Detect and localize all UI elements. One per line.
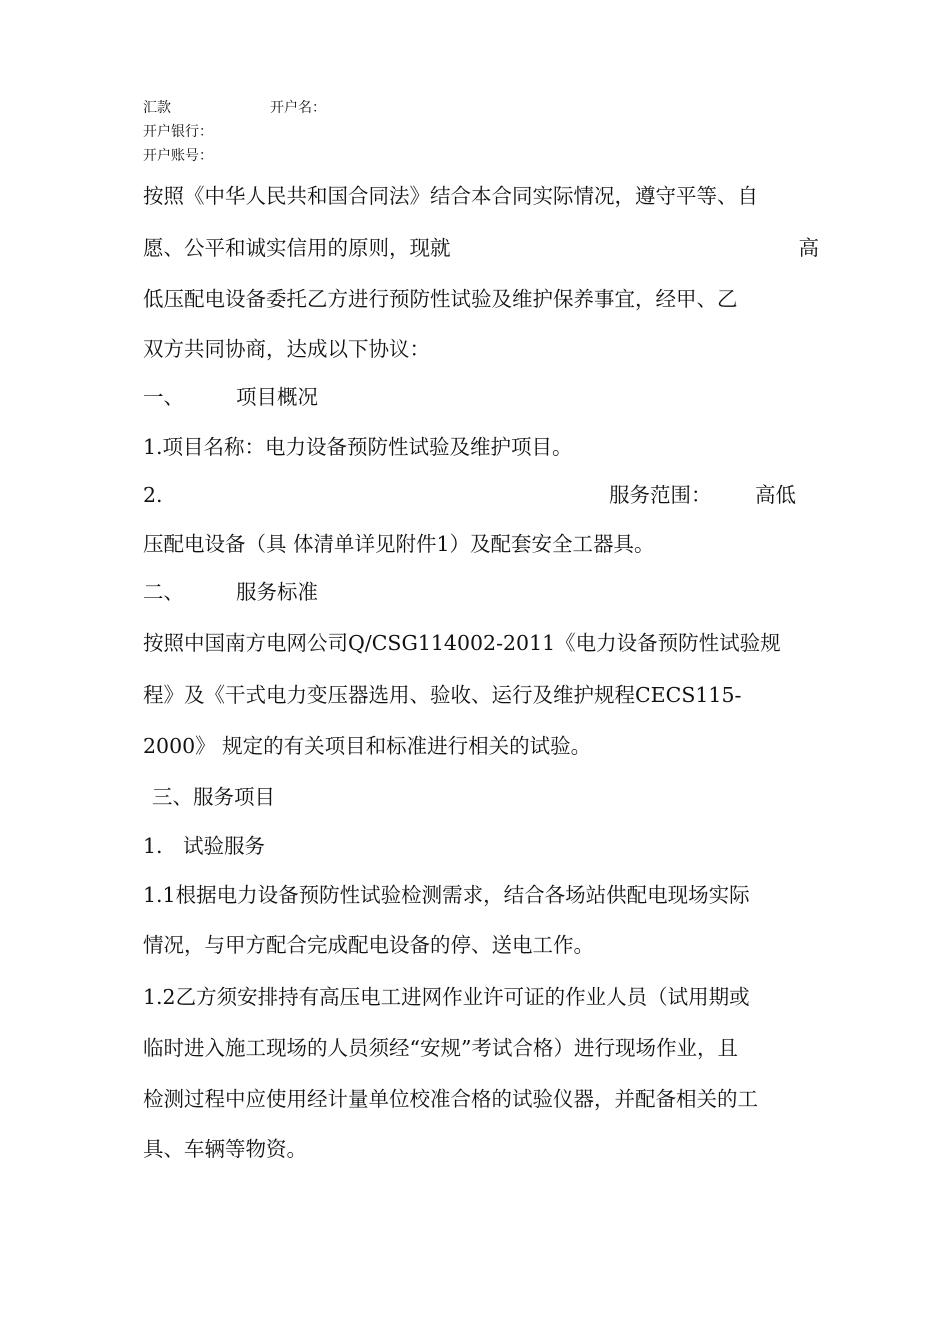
service-scope-number: 2. [143, 483, 163, 507]
clause-1-2-line-1: 1.2乙方须安排持有高压电工进网作业许可证的作业人员（试用期或 [143, 985, 750, 1009]
section-1-title: 项目概况 [236, 385, 318, 409]
intro-line-1: 按照《中华人民共和国合同法》结合本合同实际情况，遵守平等、自 [143, 184, 758, 208]
clause-1-2-line-3: 检测过程中应使用经计量单位校准合格的试验仪器，并配备相关的工 [143, 1087, 758, 1111]
project-name: 1.项目名称：电力设备预防性试验及维护项目。 [143, 435, 573, 459]
clause-1-1-line-2: 情况，与甲方配合完成配电设备的停、送电工作。 [143, 933, 594, 957]
remit-label: 汇款 [143, 100, 171, 116]
test-service-heading: 1. 试验服务 [143, 834, 266, 858]
standard-line-2: 程》及《干式电力变压器选用、验收、运行及维护规程CECS115- [143, 683, 742, 707]
standard-line-3: 2000》 规定的有关项目和标准进行相关的试验。 [143, 734, 592, 758]
section-2-heading [143, 579, 318, 605]
intro-line-2-text: 愿、公平和诚实信用的原则，现就 [143, 236, 451, 260]
clause-1-1-line-1: 1.1根据电力设备预防性试验检测需求，结合各场站供配电现场实际 [143, 883, 750, 907]
section-2-number: 二、 [143, 580, 184, 604]
section-1-number: 一、 [143, 385, 184, 409]
service-scope-label: 服务范围： [609, 483, 712, 507]
standard-line-1: 按照中国南方电网公司Q/CSG114002-2011《电力设备预防性试验规 [143, 631, 781, 655]
intro-line-2 [143, 235, 819, 261]
account-name-label: 开户名： [270, 100, 326, 116]
service-scope-text: 高低 [755, 483, 796, 507]
account-number-label: 开户账号： [143, 148, 213, 164]
bank-label: 开户银行： [143, 124, 213, 140]
intro-line-4: 双方共同协商，达成以下协议： [143, 337, 430, 361]
intro-line-2-end: 高 [798, 236, 819, 260]
section-3-heading: 三、服务项目 [152, 785, 275, 809]
clause-1-2-line-4: 具、车辆等物资。 [143, 1137, 307, 1161]
section-1-heading [143, 384, 318, 410]
clause-1-2-line-2: 临时进入施工现场的人员须经“安规”考试合格）进行现场作业，且 [143, 1036, 738, 1060]
intro-line-3: 低压配电设备委托乙方进行预防性试验及维护保养事宜，经甲、乙 [143, 287, 738, 311]
section-2-title: 服务标准 [236, 580, 318, 604]
service-scope-continued: 压配电设备（具 体清单详见附件1）及配套安全工器具。 [143, 532, 655, 556]
